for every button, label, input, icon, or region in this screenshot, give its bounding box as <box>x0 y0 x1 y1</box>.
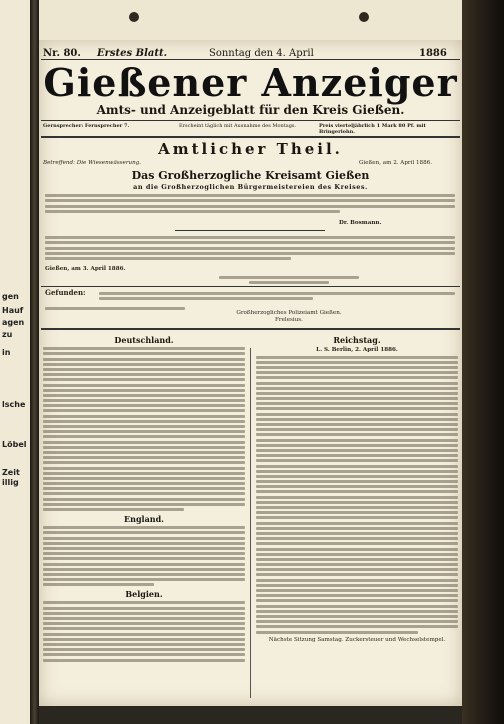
fragment-text: in <box>2 348 11 357</box>
adjacent-page-fragment <box>0 0 30 724</box>
page-top-strip <box>39 0 462 40</box>
fragment-text: illig <box>2 478 19 487</box>
place-date-2: Gießen, am 3. April 1886. <box>45 266 126 272</box>
fragment-text: lsche <box>2 400 26 409</box>
authority-subheading: an die Großherzoglichen Bürgermeistereien des Kreises. <box>133 183 368 191</box>
found-label: Gefunden: <box>45 288 86 297</box>
masthead-subtitle: Amts- und Anzeigeblatt für den Kreis Gießen. <box>96 103 405 117</box>
fragment-text: Hauf <box>2 306 24 315</box>
newspaper-page <box>39 40 462 706</box>
column-divider <box>250 348 251 698</box>
authority-block <box>189 274 389 287</box>
section-title: Amtlicher Theil. <box>158 140 343 158</box>
next-session-note: Nächste Sitzung Samstag. Zuckersteuer und Wechselstempel. <box>268 636 446 643</box>
punch-hole <box>129 12 139 22</box>
fragment-text: gen <box>2 292 19 301</box>
fragment-text: agen <box>2 318 25 327</box>
right-column-heading: Reichstag. <box>333 335 381 345</box>
notice-body <box>45 192 455 215</box>
masthead-title: Gießener Anzeiger <box>43 60 458 105</box>
left-column-heading-3: Belgien. <box>125 589 163 600</box>
left-column <box>43 332 245 664</box>
police-authority: Großherzogliches Polizeiamt Gießen. <box>236 310 342 316</box>
meta-right: Preis vierteljährlich 1 Mark 80 Pf. mit Bringerlohn. <box>319 123 426 135</box>
issue-number: Nr. 80. <box>43 48 81 59</box>
authority-heading: Das Großherzogliche Kreisamt Gießen <box>131 169 370 182</box>
meta-left: Gernsprecher: Fernsprecher 7. <box>43 123 130 129</box>
right-column <box>256 332 458 643</box>
issue-date: Sonntag den 4. April <box>209 48 314 59</box>
left-column-heading-2: England. <box>124 514 164 524</box>
book-edge <box>462 0 504 724</box>
left-column-heading: Deutschland. <box>114 335 174 345</box>
betreff: Betreffend: Die Wiesenwässerung. <box>43 160 142 166</box>
fragment-text: zu <box>2 330 13 339</box>
issue-year: 1886 <box>419 48 447 59</box>
binding-gutter <box>30 0 39 724</box>
signature: Dr. Bosmann. <box>339 220 382 226</box>
fragment-text: Löbel <box>2 440 27 449</box>
punch-hole <box>359 12 369 22</box>
decree-body <box>45 234 455 262</box>
place-date: Gießen, am 2. April 1886. <box>359 160 432 166</box>
police-signature: Frelesius. <box>275 317 303 323</box>
found-list <box>99 290 455 303</box>
sheet-label: Erstes Blatt. <box>97 48 168 59</box>
right-column-lead: L. S. Berlin, 2. April 1886. <box>316 347 398 353</box>
meta-center: Erscheint täglich mit Ausnahme des Montags. <box>179 123 297 129</box>
fragment-text: Zeit <box>2 468 20 477</box>
